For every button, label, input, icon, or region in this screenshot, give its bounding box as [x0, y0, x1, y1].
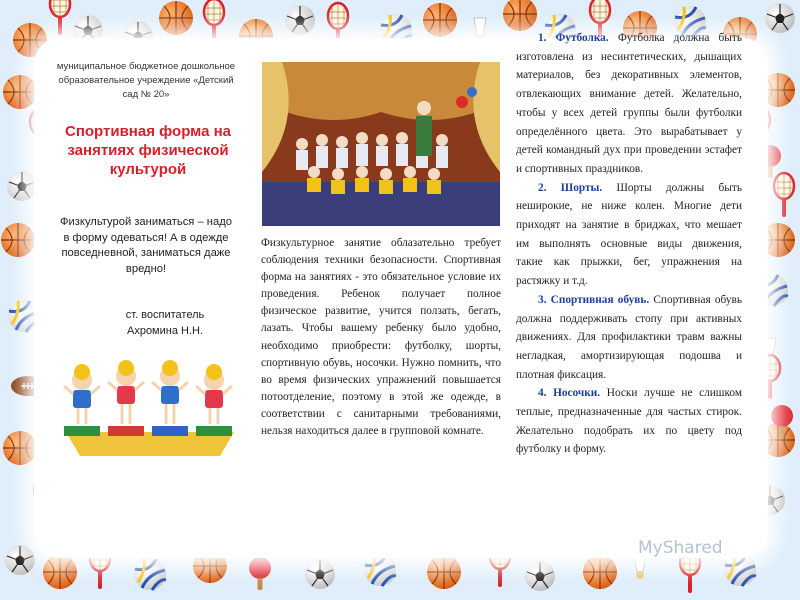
item-socks	[516, 384, 742, 459]
group-photo	[262, 62, 500, 226]
item-label: 4. Носочки.	[538, 387, 601, 400]
institution-name: муниципальное бюджетное дошкольное образовательное учреждение «Детский сад № 20»	[56, 61, 236, 100]
item-label: 3. Спортивная обувь.	[538, 293, 650, 306]
children-exercising-illustration	[60, 360, 240, 460]
item-text: Носки лучше не слишком теплые, предназначенные для частых стирок. Желательно подобрать их по цвету под футболку и форму.	[516, 387, 742, 456]
item-label: 1. Футболка.	[538, 32, 609, 44]
author-credit: ст. воспитатель Ахромина Н.Н.	[125, 309, 205, 337]
intro-paragraph: Физкультурное занятие облазательно требует соблюдения техники безопасности. Спортивная форма на занятиях - это обязательное условие их проведения. Ребенок получает полное физическое развитие, учится ползать, бегать, лазать. Чтобы вашему ребенку было удобно, необходимо приобрести: футболку, шорты, спортивную обувь, носочки. Нужно помнить, что во время физических упражнений повышается потоотделение, поэтому в этой же одежде, в соответствии с санитарными требованиями, нельзя находиться далее в групповой комнате.	[261, 237, 501, 438]
item-text: Спортивная обувь должна поддерживать стопу при активных движениях. Для профилактики травм важны негладкая, амортизирующая подошва и плотная фиксация.	[516, 293, 742, 381]
item-text: Шорты должны быть неширокие, не ниже колен. Многие дети приходят на занятие в бриджах, что мешает им выполнять основные виды движения, такие как прыжки, бег, упражнения на растяжку и т.д.	[516, 181, 742, 288]
item-shoes	[516, 291, 742, 385]
motto-poem: Физкультурой заниматься – надо в форму одеваться! А в одежде повседневной, заниматься даже вредно!	[60, 216, 232, 275]
item-tshirt	[516, 29, 742, 179]
item-text: Футболка должна быть изготовлена из несинтетических, дышащих материалов, без декоративных элементов, отвлекающих внимание детей. Желательно, чтобы у всех детей группы были футболки определённого цвета. Это вырабатывает у детей командный дух при проведении эстафет и спортивных праздников.	[516, 32, 742, 175]
clothing-items-list	[516, 29, 742, 459]
item-shorts	[516, 179, 742, 291]
item-label: 2. Шорты.	[538, 181, 603, 194]
watermark: MyShared	[638, 538, 723, 558]
brochure-title: Спортивная форма на занятиях физической культурой	[65, 123, 231, 178]
